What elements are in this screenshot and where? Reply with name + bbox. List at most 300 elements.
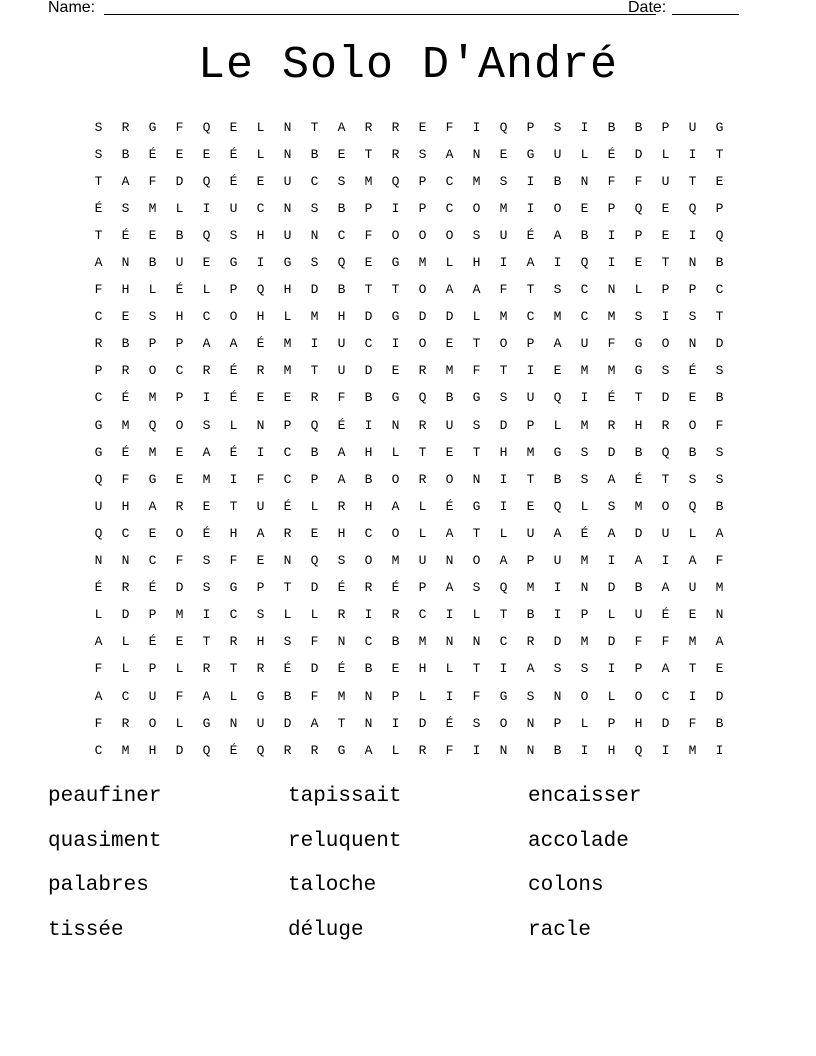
grid-cell: M [148,390,157,406]
grid-cell: N [526,742,535,758]
grid-cell: B [337,282,346,298]
grid-cell: S [202,580,211,596]
grid-cell: L [580,498,589,514]
grid-cell: I [688,146,697,162]
grid-cell: P [256,580,265,596]
grid-cell: T [472,444,481,460]
grid-cell: P [526,336,535,352]
grid-cell: D [310,580,319,596]
grid-cell: E [661,200,670,216]
grid-cell: N [283,119,292,135]
grid-cell: N [283,553,292,569]
grid-cell: O [229,309,238,325]
grid-cell: L [121,634,130,650]
grid-cell: I [364,607,373,623]
grid-cell: H [364,498,373,514]
grid-cell: N [229,715,238,731]
grid-cell: E [499,146,508,162]
grid-cell: T [310,119,319,135]
grid-cell: É [94,200,103,216]
grid-cell: B [175,227,184,243]
grid-cell: O [553,200,562,216]
grid-cell: D [175,580,184,596]
grid-cell: L [418,525,427,541]
grid-cell: I [580,390,589,406]
word-bank-item: accolade [528,829,629,853]
grid-cell: Q [202,173,211,189]
header [48,0,748,20]
grid-cell: L [688,525,697,541]
grid-cell: O [688,417,697,433]
grid-cell: I [202,390,211,406]
grid-cell: S [715,471,724,487]
grid-cell: U [526,525,535,541]
grid-cell: L [499,525,508,541]
grid-cell: É [121,390,130,406]
grid-cell: E [391,363,400,379]
word-bank-item: encaisser [528,785,642,808]
grid-cell: N [121,553,130,569]
grid-row [85,331,733,358]
grid-cell: B [526,607,535,623]
grid-cell: M [283,336,292,352]
grid-cell: O [472,200,481,216]
grid-cell: H [364,444,373,460]
grid-cell: É [607,390,616,406]
grid-cell: E [688,390,697,406]
grid-cell: G [337,742,346,758]
grid-cell: A [688,553,697,569]
grid-cell: M [202,471,211,487]
grid-row [85,602,733,629]
grid-cell: R [256,661,265,677]
grid-cell: U [175,255,184,271]
word-bank-item: racle [528,918,592,942]
grid-cell: U [256,715,265,731]
grid-cell: A [634,553,643,569]
grid-cell: N [364,715,373,731]
grid-cell: C [580,309,589,325]
grid-cell: L [94,607,103,623]
grid-cell: E [175,634,184,650]
grid-cell: L [472,309,481,325]
grid-cell: M [607,309,616,325]
grid-cell: Q [202,742,211,758]
grid-cell: E [256,553,265,569]
grid-row [85,277,733,304]
grid-cell: I [580,119,589,135]
grid-cell: A [715,525,724,541]
grid-cell: S [580,444,589,460]
grid-cell: M [364,173,373,189]
grid-cell: G [391,309,400,325]
grid-cell: D [607,580,616,596]
grid-cell: H [256,634,265,650]
grid-cell: S [283,634,292,650]
grid-cell: E [175,471,184,487]
grid-cell: C [202,309,211,325]
grid-cell: R [607,417,616,433]
grid-cell: G [715,119,724,135]
grid-cell: P [391,688,400,704]
grid-cell: A [337,444,346,460]
page-title: Le Solo D'André [197,40,619,91]
grid-cell: Q [418,390,427,406]
grid-cell: G [391,390,400,406]
grid-cell: D [607,634,616,650]
grid-cell: P [526,553,535,569]
grid-cell: M [607,363,616,379]
grid-cell: B [607,119,616,135]
grid-cell: O [499,336,508,352]
grid-cell: H [337,525,346,541]
grid-cell: T [526,282,535,298]
grid-cell: L [256,119,265,135]
grid-cell: G [472,498,481,514]
grid-cell: R [337,498,346,514]
grid-cell: C [256,200,265,216]
grid-cell: L [202,282,211,298]
grid-cell: Q [256,282,265,298]
grid-cell: R [661,417,670,433]
grid-cell: M [499,309,508,325]
grid-cell: L [553,417,562,433]
grid-cell: H [499,444,508,460]
grid-cell: F [121,471,130,487]
grid-cell: U [580,336,589,352]
grid-cell: D [310,282,319,298]
grid-row [85,385,733,412]
grid-cell: D [499,417,508,433]
grid-cell: A [148,498,157,514]
grid-cell: P [229,282,238,298]
grid-cell: L [310,498,319,514]
grid-cell: L [175,661,184,677]
grid-cell: É [526,227,535,243]
grid-cell: N [580,173,589,189]
grid-row [85,629,733,656]
grid-cell: R [418,742,427,758]
grid-cell: M [526,580,535,596]
grid-cell: P [634,227,643,243]
grid-cell: U [94,498,103,514]
grid-cell: T [310,363,319,379]
grid-cell: A [553,227,562,243]
grid-cell: C [715,282,724,298]
grid-cell: I [256,255,265,271]
grid-cell: A [310,715,319,731]
grid-cell: L [607,607,616,623]
grid-cell: E [148,227,157,243]
grid-cell: I [229,471,238,487]
grid-cell: M [580,634,589,650]
grid-cell: A [94,255,103,271]
grid-cell: É [607,146,616,162]
grid-cell: F [94,715,103,731]
grid-cell: H [337,309,346,325]
grid-cell: H [256,227,265,243]
grid-cell: S [121,200,130,216]
grid-cell: R [121,119,130,135]
grid-cell: E [715,173,724,189]
grid-cell: R [121,363,130,379]
grid-cell: M [688,742,697,758]
grid-cell: T [229,661,238,677]
grid-cell: C [499,634,508,650]
grid-cell: R [121,715,130,731]
grid-cell: U [634,607,643,623]
grid-cell: P [364,200,373,216]
grid-cell: G [499,688,508,704]
grid-cell: É [337,417,346,433]
grid-cell: L [418,688,427,704]
grid-cell: E [688,607,697,623]
grid-cell: D [634,146,643,162]
grid-cell: L [283,309,292,325]
grid-cell: B [634,580,643,596]
grid-cell: A [526,255,535,271]
grid-cell: B [715,498,724,514]
grid-cell: T [634,390,643,406]
grid-cell: S [472,715,481,731]
grid-cell: H [634,715,643,731]
grid-cell: A [661,661,670,677]
grid-cell: C [364,525,373,541]
grid-cell: M [121,417,130,433]
grid-cell: Q [310,417,319,433]
grid-cell: P [418,580,427,596]
grid-cell: A [94,634,103,650]
grid-cell: E [121,309,130,325]
grid-cell: S [688,309,697,325]
grid-cell: É [148,146,157,162]
grid-cell: M [283,363,292,379]
grid-cell: E [445,444,454,460]
grid-cell: U [499,227,508,243]
grid-row [85,168,733,195]
grid-cell: L [445,661,454,677]
grid-cell: I [607,227,616,243]
grid-cell: M [580,553,589,569]
grid-cell: S [202,553,211,569]
grid-cell: U [526,390,535,406]
grid-cell: Q [391,173,400,189]
grid-cell: O [391,525,400,541]
grid-cell: B [688,444,697,460]
grid-cell: A [526,661,535,677]
grid-row [85,412,733,439]
grid-cell: A [337,119,346,135]
grid-cell: E [256,173,265,189]
grid-cell: I [688,688,697,704]
grid-cell: Q [202,227,211,243]
grid-cell: É [256,336,265,352]
grid-cell: O [445,471,454,487]
grid-cell: É [661,607,670,623]
grid-cell: P [526,119,535,135]
grid-cell: F [175,119,184,135]
grid-cell: F [634,634,643,650]
grid-cell: N [472,634,481,650]
grid-cell: I [688,227,697,243]
grid-cell: D [634,525,643,541]
grid-cell: B [310,146,319,162]
grid-cell: A [445,525,454,541]
grid-cell: I [499,661,508,677]
grid-cell: S [202,417,211,433]
grid-cell: C [121,688,130,704]
grid-cell: D [661,715,670,731]
grid-cell: H [256,309,265,325]
grid-cell: P [580,607,589,623]
grid-cell: I [499,255,508,271]
grid-cell: E [283,390,292,406]
grid-cell: I [391,336,400,352]
grid-cell: É [229,390,238,406]
grid-cell: T [337,715,346,731]
grid-cell: M [310,309,319,325]
grid-cell: F [715,417,724,433]
grid-cell: R [202,363,211,379]
grid-cell: L [256,146,265,162]
grid-cell: F [445,742,454,758]
grid-row [85,656,733,683]
grid-cell: R [391,607,400,623]
word-bank-item: taloche [288,874,377,897]
grid-cell: L [391,742,400,758]
grid-cell: I [553,255,562,271]
grid-cell: B [715,255,724,271]
word-bank-row [48,872,768,917]
word-bank-item: déluge [288,918,364,942]
grid-cell: H [283,282,292,298]
grid-row [85,737,733,764]
grid-cell: M [553,309,562,325]
grid-cell: P [94,363,103,379]
grid-cell: L [580,146,589,162]
grid-cell: U [283,173,292,189]
grid-cell: O [661,498,670,514]
grid-cell: B [364,661,373,677]
grid-cell: S [526,688,535,704]
grid-cell: U [688,119,697,135]
grid-cell: Q [202,119,211,135]
grid-cell: L [418,498,427,514]
word-bank-item: quasiment [48,829,162,853]
grid-cell: É [634,471,643,487]
grid-cell: I [661,742,670,758]
grid-cell: S [256,607,265,623]
grid-cell: B [553,471,562,487]
grid-cell: Q [634,200,643,216]
grid-cell: P [607,715,616,731]
grid-cell: D [445,309,454,325]
grid-cell: R [283,525,292,541]
grid-cell: D [175,173,184,189]
grid-cell: O [175,525,184,541]
grid-cell: L [229,688,238,704]
grid-cell: Q [310,553,319,569]
grid-cell: C [418,607,427,623]
grid-cell: Q [337,255,346,271]
grid-cell: D [553,634,562,650]
grid-cell: O [499,715,508,731]
grid-cell: A [499,553,508,569]
grid-cell: C [148,553,157,569]
grid-cell: O [418,282,427,298]
grid-cell: T [499,607,508,623]
grid-row [85,683,733,710]
grid-cell: O [418,336,427,352]
grid-cell: F [607,336,616,352]
grid-cell: Q [94,471,103,487]
grid-cell: O [364,553,373,569]
grid-cell: M [688,634,697,650]
grid-cell: P [310,471,319,487]
grid-cell: N [391,417,400,433]
word-bank-row [48,783,768,828]
grid-cell: C [580,282,589,298]
grid-cell: É [229,173,238,189]
grid-cell: N [445,634,454,650]
grid-cell: G [202,715,211,731]
grid-cell: P [553,715,562,731]
grid-cell: N [283,200,292,216]
grid-cell: A [472,282,481,298]
grid-cell: G [553,444,562,460]
grid-cell: L [634,282,643,298]
grid-row [85,466,733,493]
grid-cell: E [310,525,319,541]
grid-cell: É [283,661,292,677]
grid-cell: F [310,634,319,650]
grid-cell: C [661,688,670,704]
grid-cell: Q [499,119,508,135]
word-bank-item: colons [528,874,604,897]
grid-cell: S [148,309,157,325]
grid-cell: R [229,634,238,650]
grid-cell: S [661,363,670,379]
grid-cell: M [472,173,481,189]
grid-cell: C [364,336,373,352]
grid-cell: E [661,227,670,243]
grid-cell: F [229,553,238,569]
grid-cell: P [526,417,535,433]
grid-cell: F [94,282,103,298]
grid-cell: O [445,227,454,243]
grid-cell: O [148,363,157,379]
grid-cell: É [94,580,103,596]
grid-cell: R [364,119,373,135]
grid-cell: U [445,417,454,433]
grid-cell: B [121,336,130,352]
grid-cell: R [256,363,265,379]
grid-cell: B [391,634,400,650]
grid-cell: F [472,688,481,704]
word-bank [48,783,768,961]
word-bank-item: palabres [48,874,149,897]
grid-cell: É [229,146,238,162]
grid-cell: P [283,417,292,433]
grid-cell: N [445,553,454,569]
grid-cell: R [283,742,292,758]
grid-cell: É [148,634,157,650]
grid-cell: H [175,309,184,325]
grid-cell: I [202,607,211,623]
grid-row [85,195,733,222]
grid-cell: M [580,363,589,379]
grid-cell: M [337,688,346,704]
